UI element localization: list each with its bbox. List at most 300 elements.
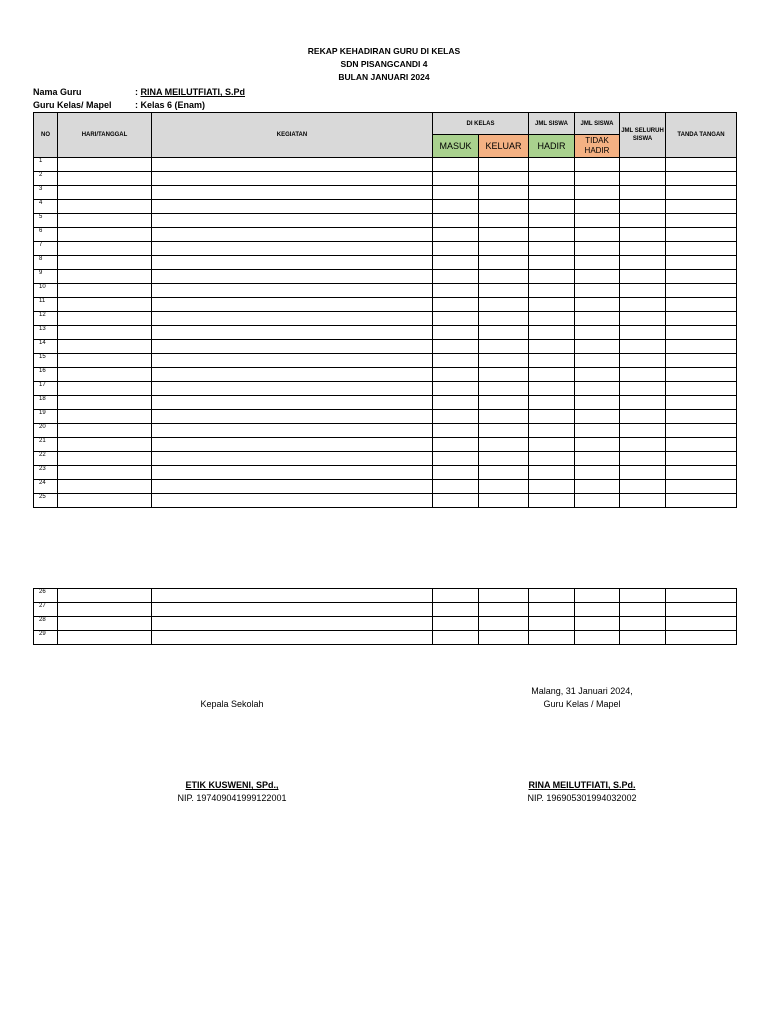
table-cell [152,354,433,368]
attendance-table-continued [33,588,737,645]
header-present: HADIR [529,135,575,158]
table-cell [620,228,666,242]
class-separator: : [135,100,138,110]
table-cell [479,284,529,298]
table-cell [152,494,433,508]
class-row [33,99,205,112]
table-cell [152,424,433,438]
table-cell [529,172,575,186]
table-cell [433,312,479,326]
table-cell [666,603,737,617]
table-cell [479,340,529,354]
class-value: Kelas 6 (Enam) [140,100,206,110]
table-cell [575,214,620,228]
right-signer-name: RINA MEILUTFIATI, S.Pd. [528,780,636,790]
table-row [34,424,737,438]
table-cell [433,158,479,172]
header-in-class: DI KELAS [433,113,529,135]
table-cell [433,340,479,354]
table-cell [433,480,479,494]
table-cell [58,284,152,298]
table-row [34,186,737,200]
table-cell [58,270,152,284]
table-cell [620,312,666,326]
table-cell [529,438,575,452]
table-cell [479,228,529,242]
table-cell [666,256,737,270]
table-cell [529,617,575,631]
table-cell [666,298,737,312]
table-cell [433,256,479,270]
row-number: 15 [34,354,58,368]
teacher-name-separator: : [135,87,138,97]
table-cell [620,589,666,603]
left-role: Kepala Sekolah [200,699,264,709]
table-cell [479,270,529,284]
table-cell [666,270,737,284]
table-cell [58,312,152,326]
table-row [34,312,737,326]
table-cell [529,256,575,270]
table-cell [620,340,666,354]
table-row [34,200,737,214]
table-cell [58,438,152,452]
table-cell [529,410,575,424]
table-cell [433,186,479,200]
table-cell [575,424,620,438]
table-cell [620,298,666,312]
table-cell [433,270,479,284]
header-date: HARI/TANGGAL [58,113,152,158]
table-row [34,228,737,242]
table-cell [620,354,666,368]
row-number: 22 [34,452,58,466]
table-cell [529,270,575,284]
table-cell [575,438,620,452]
table-cell [58,480,152,494]
table-cell [433,396,479,410]
table-cell [433,382,479,396]
table-cell [529,354,575,368]
table-cell [666,242,737,256]
table-row [34,382,737,396]
table-cell [529,424,575,438]
table-cell [58,214,152,228]
teacher-name-row [33,86,245,99]
table-cell [620,172,666,186]
table-cell [58,340,152,354]
table-row [34,410,737,424]
table-cell [433,424,479,438]
table-cell [666,186,737,200]
table-cell [529,368,575,382]
table-cell [529,340,575,354]
table-cell [575,284,620,298]
table-cell [620,396,666,410]
row-number: 21 [34,438,58,452]
table-cell [666,452,737,466]
row-number: 13 [34,326,58,340]
row-number: 24 [34,480,58,494]
row-number: 28 [34,617,58,631]
table-cell [479,298,529,312]
table-cell [529,228,575,242]
table-cell [479,480,529,494]
table-row [34,354,737,368]
header-absent-count: JML SISWA [575,113,620,135]
table-cell [479,589,529,603]
table-cell [666,589,737,603]
table-cell [575,368,620,382]
table-cell [479,424,529,438]
table-cell [433,242,479,256]
table-cell [152,368,433,382]
table-row [34,158,737,172]
table-cell [666,368,737,382]
table-row [34,494,737,508]
table-cell [575,494,620,508]
table-cell [152,312,433,326]
table-cell [620,186,666,200]
row-number: 27 [34,603,58,617]
table-cell [58,452,152,466]
row-number: 10 [34,284,58,298]
table-cell [152,617,433,631]
table-cell [58,466,152,480]
table-cell [58,158,152,172]
table-cell [152,452,433,466]
table-cell [666,158,737,172]
table-cell [575,326,620,340]
table-cell [152,228,433,242]
table-cell [620,242,666,256]
teacher-name-value: RINA MEILUTFIATI, S.Pd [140,87,246,97]
row-number: 11 [34,298,58,312]
title-line-3: BULAN JANUARI 2024 [338,72,430,82]
table-cell [58,631,152,645]
table-cell [620,603,666,617]
table-cell [152,256,433,270]
table-cell [529,186,575,200]
table-cell [433,603,479,617]
table-cell [575,354,620,368]
table-cell [620,424,666,438]
table-cell [58,200,152,214]
table-cell [58,256,152,270]
table-cell [58,382,152,396]
header-absent: TIDAK HADIR [575,135,620,158]
table-cell [620,410,666,424]
table-cell [433,298,479,312]
table-cell [433,214,479,228]
table-cell [620,617,666,631]
table-row [34,340,737,354]
header-in: MASUK [433,135,479,158]
table-cell [152,242,433,256]
table-cell [575,242,620,256]
attendance-rows-continued [34,589,737,645]
table-cell [575,340,620,354]
row-number: 5 [34,214,58,228]
table-cell [152,186,433,200]
document-title-block [0,45,768,84]
table-cell [152,410,433,424]
row-number: 2 [34,172,58,186]
table-cell [433,494,479,508]
table-cell [529,158,575,172]
table-cell [529,494,575,508]
table-cell [152,480,433,494]
table-cell [666,214,737,228]
row-number: 26 [34,589,58,603]
table-row [34,284,737,298]
table-cell [58,186,152,200]
table-cell [433,617,479,631]
table-cell [620,494,666,508]
table-cell [620,158,666,172]
row-number: 18 [34,396,58,410]
row-number: 1 [34,158,58,172]
table-cell [529,480,575,494]
table-cell [479,617,529,631]
table-cell [575,158,620,172]
table-cell [666,424,737,438]
table-cell [529,214,575,228]
table-cell [433,589,479,603]
table-cell [575,172,620,186]
table-cell [433,410,479,424]
table-cell [666,340,737,354]
table-cell [152,438,433,452]
table-cell [152,214,433,228]
table-cell [479,214,529,228]
table-row [34,298,737,312]
table-row [34,480,737,494]
table-cell [479,312,529,326]
header-out: KELUAR [479,135,529,158]
table-cell [152,589,433,603]
table-cell [575,480,620,494]
table-cell [620,214,666,228]
table-cell [575,186,620,200]
table-cell [666,228,737,242]
table-cell [620,382,666,396]
table-row [34,617,737,631]
row-number: 6 [34,228,58,242]
table-cell [152,340,433,354]
table-cell [433,368,479,382]
table-cell [529,326,575,340]
table-cell [575,631,620,645]
table-cell [152,396,433,410]
table-cell [666,172,737,186]
table-cell [529,284,575,298]
table-cell [575,382,620,396]
table-cell [152,466,433,480]
left-signer-name: ETIK KUSWENI, SPd., [185,780,279,790]
table-cell [58,298,152,312]
table-cell [58,494,152,508]
table-cell [575,466,620,480]
table-cell [575,603,620,617]
table-cell [529,631,575,645]
table-cell [529,242,575,256]
table-cell [479,410,529,424]
class-label: Guru Kelas/ Mapel [33,100,112,110]
row-number: 25 [34,494,58,508]
table-cell [666,438,737,452]
table-cell [575,410,620,424]
table-cell [620,452,666,466]
row-number: 8 [34,256,58,270]
table-cell [479,631,529,645]
table-cell [575,312,620,326]
table-cell [152,382,433,396]
table-cell [620,326,666,340]
table-cell [666,284,737,298]
table-cell [479,368,529,382]
table-cell [666,200,737,214]
table-cell [433,452,479,466]
title-line-2: SDN PISANGCANDI 4 [340,59,428,69]
table-cell [479,382,529,396]
table-cell [620,256,666,270]
table-cell [58,242,152,256]
row-number: 14 [34,340,58,354]
table-row [34,242,737,256]
table-cell [529,312,575,326]
right-role: Guru Kelas / Mapel [543,699,621,709]
table-cell [620,368,666,382]
table-cell [529,603,575,617]
table-cell [666,396,737,410]
table-cell [620,270,666,284]
table-cell [620,631,666,645]
table-cell [58,603,152,617]
table-cell [620,284,666,298]
row-number: 7 [34,242,58,256]
header-activity: KEGIATAN [152,113,433,158]
table-cell [479,494,529,508]
table-cell [433,284,479,298]
table-cell [479,438,529,452]
table-row [34,396,737,410]
table-row [34,631,737,645]
table-cell [575,617,620,631]
table-cell [58,410,152,424]
table-cell [479,200,529,214]
table-cell [529,396,575,410]
table-cell [433,228,479,242]
table-cell [58,617,152,631]
right-signer-nip: NIP. 196905301994032002 [527,793,637,803]
table-row [34,589,737,603]
table-cell [620,200,666,214]
table-cell [666,494,737,508]
table-cell [433,466,479,480]
table-cell [529,382,575,396]
table-cell [58,396,152,410]
row-number: 9 [34,270,58,284]
table-row [34,326,737,340]
table-cell [666,410,737,424]
table-cell [152,270,433,284]
table-cell [529,200,575,214]
table-row [34,368,737,382]
attendance-table [33,112,737,508]
table-cell [58,172,152,186]
table-row [34,270,737,284]
table-cell [666,382,737,396]
header-total-students: JML SELURUH SISWA [620,113,666,158]
header-no: NO [34,113,58,158]
table-cell [479,354,529,368]
table-row [34,214,737,228]
place-date: Malang, 31 Januari 2024, [531,686,633,696]
table-row [34,438,737,452]
table-cell [152,172,433,186]
table-cell [433,172,479,186]
row-number: 17 [34,382,58,396]
table-cell [479,452,529,466]
table-cell [58,228,152,242]
table-cell [666,312,737,326]
table-cell [152,603,433,617]
table-cell [479,326,529,340]
table-cell [433,438,479,452]
table-cell [666,631,737,645]
row-number: 23 [34,466,58,480]
right-signature-block [482,779,682,805]
table-cell [575,396,620,410]
table-cell [575,452,620,466]
table-cell [529,466,575,480]
table-cell [479,158,529,172]
table-cell [575,589,620,603]
left-signer-nip: NIP. 197409041999122001 [177,793,287,803]
row-number: 12 [34,312,58,326]
row-number: 4 [34,200,58,214]
table-row [34,452,737,466]
table-cell [479,256,529,270]
table-cell [666,466,737,480]
left-signature-block [132,779,332,805]
table-cell [152,158,433,172]
table-row [34,466,737,480]
table-cell [575,228,620,242]
row-number: 29 [34,631,58,645]
table-cell [479,396,529,410]
table-cell [58,589,152,603]
table-row [34,172,737,186]
table-cell [152,200,433,214]
table-cell [152,326,433,340]
table-cell [479,186,529,200]
table-cell [479,172,529,186]
table-cell [152,284,433,298]
table-cell [58,354,152,368]
table-cell [575,200,620,214]
table-row [34,256,737,270]
table-cell [666,326,737,340]
table-cell [529,298,575,312]
table-cell [575,270,620,284]
table-cell [666,354,737,368]
title-line-1: REKAP KEHADIRAN GURU DI KELAS [307,46,461,56]
header-present-count: JML SISWA [529,113,575,135]
table-cell [575,256,620,270]
left-signature-header [132,698,332,711]
